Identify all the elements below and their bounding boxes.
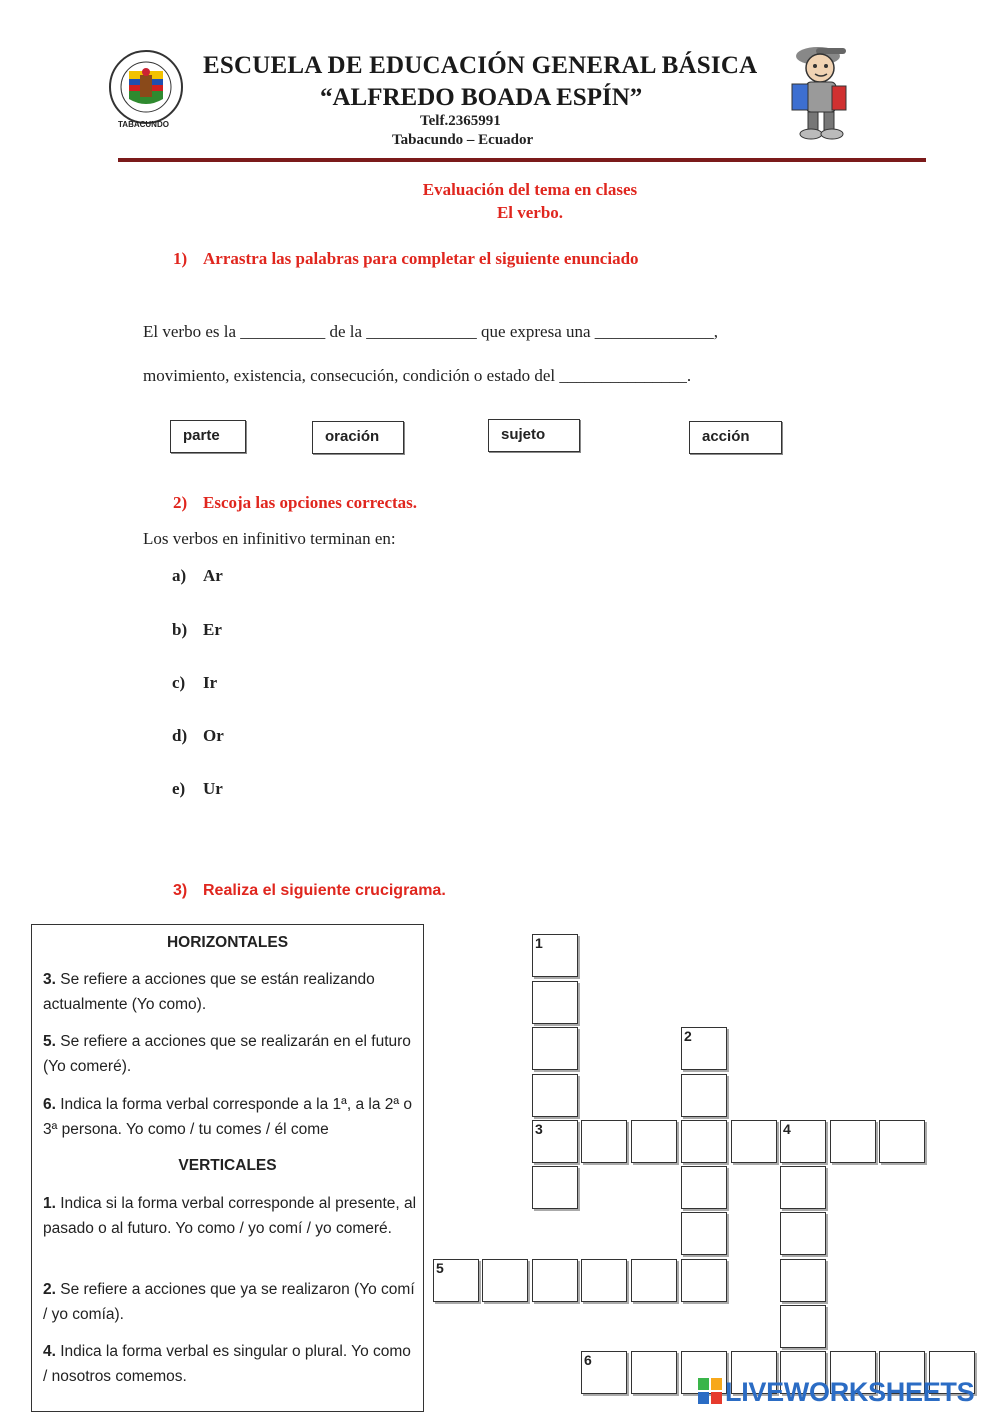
clue-number: 6.	[43, 1096, 56, 1113]
crossword-clues-panel	[31, 924, 424, 1412]
clue-number: 5.	[43, 1033, 56, 1050]
option-letter: e)	[172, 779, 186, 798]
crossword-cell[interactable]	[780, 1305, 826, 1348]
clue-text: Indica la forma verbal corresponde a la 1ª, a la 2ª o 3ª persona. Yo como / tu comes / él come	[43, 1096, 413, 1138]
option-text: Or	[203, 726, 224, 745]
crossword-letter-input[interactable]	[533, 1260, 577, 1301]
option-a[interactable]	[172, 566, 223, 586]
option-text: Ar	[203, 566, 223, 585]
crossword-letter-input[interactable]	[533, 1167, 577, 1208]
crossword-letter-input[interactable]	[781, 1213, 825, 1254]
q2-number: 2)	[173, 493, 188, 512]
crossword-letter-input[interactable]	[682, 1213, 726, 1254]
crossword-letter-input[interactable]	[732, 1121, 776, 1162]
clue-text: Indica si la forma verbal corresponde al presente, al pasado o al futuro. Yo como / yo comí / yo comeré.	[43, 1195, 417, 1237]
crossword-letter-input[interactable]	[781, 1167, 825, 1208]
crossword-letter-input[interactable]	[582, 1260, 626, 1301]
crossword-letter-input[interactable]	[682, 1167, 726, 1208]
crossword-letter-input[interactable]	[632, 1260, 676, 1301]
crossword-cell[interactable]	[482, 1259, 528, 1302]
crossword-letter-input[interactable]	[632, 1352, 676, 1393]
crossword-cell[interactable]	[681, 1212, 727, 1255]
option-c[interactable]	[172, 673, 217, 693]
option-text: Ur	[203, 779, 223, 798]
q1-sentence-line1: El verbo es la __________ de la _____________ que expresa una ______________,	[143, 322, 719, 341]
horizontal-clues-title: HORIZONTALES	[166, 934, 289, 951]
option-letter: c)	[172, 673, 186, 692]
crossword-cell[interactable]	[681, 1027, 727, 1070]
clue-text: Se refiere a acciones que ya se realizaron (Yo comí / yo comía).	[43, 1281, 415, 1323]
crossword-cell[interactable]	[581, 1120, 627, 1163]
option-b[interactable]	[172, 620, 222, 640]
clue-text: Indica la forma verbal es singular o plural. Yo como / nosotros comemos.	[43, 1343, 411, 1385]
crossword-letter-input[interactable]	[831, 1121, 875, 1162]
student-mascot-illustration	[780, 42, 860, 142]
crossword-letter-input[interactable]	[533, 1075, 577, 1116]
q3-heading	[173, 882, 446, 900]
vertical-clues-title: VERTICALES	[178, 1157, 277, 1174]
clue-text: Se refiere a acciones que se están realizando actualmente (Yo como).	[43, 971, 375, 1013]
q1-heading-text: Arrastra las palabras para completar el siguiente enunciado	[203, 249, 639, 268]
doc-title-line1: Evaluación del tema en clases	[422, 180, 638, 199]
option-e[interactable]	[172, 779, 223, 799]
q3-heading-text: Realiza el siguiente crucigrama.	[203, 882, 446, 899]
word-tile-parte[interactable]: parte	[170, 420, 246, 453]
liveworksheets-logo	[698, 1377, 974, 1408]
word-tile-sujeto[interactable]: sujeto	[488, 419, 580, 452]
liveworksheets-mark-icon	[698, 1378, 722, 1404]
crossword-cell[interactable]	[879, 1120, 925, 1163]
option-letter: d)	[172, 726, 188, 745]
crossword-cell[interactable]	[581, 1351, 627, 1394]
q1-number: 1)	[173, 249, 188, 268]
crossword-letter-input[interactable]	[781, 1306, 825, 1347]
crossword-cell[interactable]	[631, 1259, 677, 1302]
word-tile-accion[interactable]: acción	[689, 421, 782, 454]
crossword-letter-input[interactable]	[682, 1075, 726, 1116]
clue-vertical-4	[43, 1340, 418, 1389]
crossword-cell[interactable]	[681, 1259, 727, 1302]
doc-title-line2: El verbo.	[496, 203, 564, 222]
crossword-cell[interactable]	[433, 1259, 479, 1302]
option-d[interactable]	[172, 726, 224, 746]
crossword-letter-input[interactable]	[781, 1260, 825, 1301]
crossword-cell[interactable]	[681, 1120, 727, 1163]
crossword-cell[interactable]	[532, 934, 578, 977]
q1-heading	[173, 249, 639, 269]
crossword-letter-input[interactable]	[682, 1121, 726, 1162]
crossword-cell[interactable]	[581, 1259, 627, 1302]
q2-heading	[173, 493, 417, 513]
crossword-cell[interactable]	[681, 1074, 727, 1117]
crossword-cell[interactable]	[631, 1120, 677, 1163]
crossword-letter-input[interactable]	[880, 1121, 924, 1162]
crossword-letter-input[interactable]	[582, 1121, 626, 1162]
clue-horizontal-6	[43, 1093, 418, 1142]
option-letter: a)	[172, 566, 187, 585]
crossword-letter-input[interactable]	[533, 1028, 577, 1069]
crossword-cell[interactable]	[532, 1027, 578, 1070]
crossword-cell[interactable]	[780, 1212, 826, 1255]
option-letter: b)	[172, 620, 188, 639]
seal-place-text: TABACUNDO	[118, 120, 169, 129]
clue-vertical-1	[43, 1192, 418, 1241]
crossword-cell[interactable]	[780, 1166, 826, 1209]
crossword-letter-input[interactable]	[533, 982, 577, 1023]
crossword-clue-number: 6	[584, 1352, 592, 1368]
crossword-cell[interactable]	[532, 1259, 578, 1302]
q2-heading-text: Escoja las opciones correctas.	[203, 493, 418, 512]
clue-number: 3.	[43, 971, 56, 988]
clue-vertical-2	[43, 1278, 418, 1327]
crossword-cell[interactable]	[731, 1120, 777, 1163]
school-subname: “ALFREDO BOADA ESPÍN”	[320, 84, 643, 111]
crossword-cell[interactable]	[830, 1120, 876, 1163]
liveworksheets-text: LIVEWORKSHEETS	[725, 1377, 975, 1407]
clue-text: Se refiere a acciones que se realizarán en el futuro (Yo comeré).	[43, 1033, 411, 1075]
word-tile-oracion[interactable]: oración	[312, 421, 404, 454]
crossword-clue-number: 4	[783, 1121, 791, 1137]
crossword-clue-number: 3	[535, 1121, 543, 1137]
q2-prompt: Los verbos en infinitivo terminan en:	[143, 529, 396, 548]
q1-sentence-line2: movimiento, existencia, consecución, condición o estado del _______________.	[143, 366, 692, 385]
crossword-letter-input[interactable]	[682, 1260, 726, 1301]
crossword-cell[interactable]	[532, 1166, 578, 1209]
crossword-clue-number: 5	[436, 1260, 444, 1276]
clue-horizontal-3	[43, 968, 418, 1017]
header-divider	[118, 158, 926, 162]
clue-number: 2.	[43, 1281, 56, 1298]
crossword-letter-input[interactable]	[483, 1260, 527, 1301]
crossword-letter-input[interactable]	[632, 1121, 676, 1162]
crossword-cell[interactable]	[780, 1120, 826, 1163]
clue-number: 1.	[43, 1195, 56, 1212]
option-text: Er	[203, 620, 222, 639]
crossword-cell[interactable]	[532, 1120, 578, 1163]
clue-number: 4.	[43, 1343, 56, 1360]
crossword-cell[interactable]	[681, 1166, 727, 1209]
crossword-cell[interactable]	[532, 981, 578, 1024]
clue-horizontal-5	[43, 1030, 418, 1079]
q3-number: 3)	[173, 882, 188, 899]
school-phone: Telf.2365991	[420, 113, 501, 129]
school-location: Tabacundo – Ecuador	[392, 132, 534, 148]
crossword-cell[interactable]	[532, 1074, 578, 1117]
crossword-clue-number: 2	[684, 1028, 692, 1044]
crossword-cell[interactable]	[780, 1259, 826, 1302]
crossword-clue-number: 1	[535, 935, 543, 951]
crossword-cell[interactable]	[631, 1351, 677, 1394]
option-text: Ir	[203, 673, 218, 692]
school-name: ESCUELA DE EDUCACIÓN GENERAL BÁSICA	[203, 52, 758, 79]
